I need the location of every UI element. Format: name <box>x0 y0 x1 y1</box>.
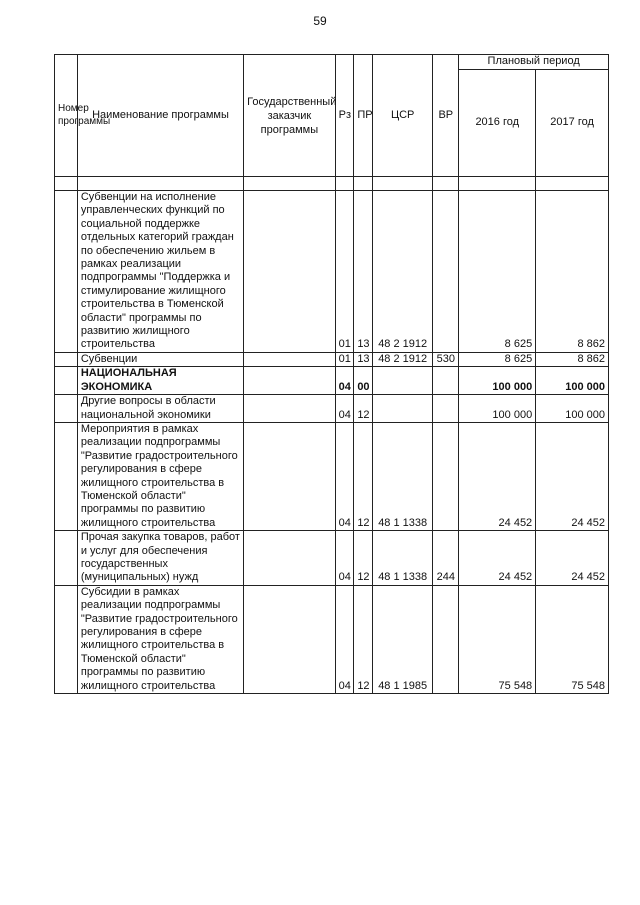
table-row <box>55 191 609 353</box>
row-rz: 04 <box>335 395 354 423</box>
header-rz: Рз <box>335 55 354 177</box>
row-2017: 8 862 <box>536 352 609 366</box>
row-vr <box>433 422 459 530</box>
row-name: НАЦИОНАЛЬНАЯ ЭКОНОМИКА <box>77 367 243 395</box>
row-pr: 13 <box>354 191 373 353</box>
row-csr: 48 1 1985 <box>373 585 433 693</box>
row-pr: 00 <box>354 367 373 395</box>
header-customer: Государственный заказчик программы <box>244 55 335 177</box>
row-rz: 04 <box>335 585 354 693</box>
row-2016: 75 548 <box>459 585 536 693</box>
table-row <box>55 531 609 586</box>
row-csr: 48 1 1338 <box>373 531 433 586</box>
table-row <box>55 422 609 530</box>
row-2016: 8 625 <box>459 191 536 353</box>
row-2016: 100 000 <box>459 367 536 395</box>
row-csr: 48 2 1912 <box>373 352 433 366</box>
row-csr: 48 2 1912 <box>373 191 433 353</box>
row-csr <box>373 367 433 395</box>
header-year-2017: 2017 год <box>536 70 609 177</box>
row-rz: 04 <box>335 422 354 530</box>
header-planned-period: Плановый период <box>459 55 609 70</box>
table-row <box>55 395 609 423</box>
row-2017: 75 548 <box>536 585 609 693</box>
row-2017: 24 452 <box>536 531 609 586</box>
header-csr: ЦСР <box>373 55 433 177</box>
budget-table <box>54 54 609 694</box>
row-name: Мероприятия в рамках реализации подпрограммы "Развитие градостроительного регулирования в сфере жилищного строительства в Тюменской области" программы по развитию жилищного строительства <box>77 422 243 530</box>
row-name: Субсидии в рамках реализации подпрограммы "Развитие градостроительного регулирования в сфере жилищного строительства в Тюменской области" программы по развитию жилищного строительства <box>77 585 243 693</box>
row-pr: 12 <box>354 585 373 693</box>
row-csr <box>373 395 433 423</box>
row-2016: 100 000 <box>459 395 536 423</box>
row-rz: 04 <box>335 531 354 586</box>
header-spacer-row <box>55 177 609 191</box>
row-2017: 100 000 <box>536 367 609 395</box>
row-pr: 12 <box>354 531 373 586</box>
row-name: Прочая закупка товаров, работ и услуг для обеспечения государственных (муниципальных) нужд <box>77 531 243 586</box>
row-name: Другие вопросы в области национальной экономики <box>77 395 243 423</box>
row-vr: 244 <box>433 531 459 586</box>
header-program-name: Наименование программы <box>77 55 243 177</box>
row-rz: 01 <box>335 191 354 353</box>
header-program-number: Номер программы <box>55 55 78 177</box>
header-pr: ПР <box>354 55 373 177</box>
page-number: 59 <box>313 14 327 28</box>
row-2016: 8 625 <box>459 352 536 366</box>
table-row <box>55 585 609 693</box>
row-2017: 8 862 <box>536 191 609 353</box>
table-row <box>55 367 609 395</box>
row-rz: 01 <box>335 352 354 366</box>
row-vr <box>433 585 459 693</box>
row-2016: 24 452 <box>459 531 536 586</box>
table-row <box>55 352 609 366</box>
row-pr: 12 <box>354 422 373 530</box>
row-vr: 530 <box>433 352 459 366</box>
row-vr <box>433 395 459 423</box>
header-vr: ВР <box>433 55 459 177</box>
row-2016: 24 452 <box>459 422 536 530</box>
row-pr: 12 <box>354 395 373 423</box>
row-pr: 13 <box>354 352 373 366</box>
row-rz: 04 <box>335 367 354 395</box>
header-year-2016: 2016 год <box>459 70 536 177</box>
row-2017: 100 000 <box>536 395 609 423</box>
row-vr <box>433 367 459 395</box>
row-name: Субвенции <box>77 352 243 366</box>
row-vr <box>433 191 459 353</box>
row-csr: 48 1 1338 <box>373 422 433 530</box>
row-2017: 24 452 <box>536 422 609 530</box>
row-name: Субвенции на исполнение управленческих функций по социальной поддержке отдельных категорий граждан по обеспечению жильем в рамках реализации подпрограммы "Поддержка и стимулирование жилищного строительства в Тюменской области" программы по развитию жилищного строительства <box>77 191 243 353</box>
